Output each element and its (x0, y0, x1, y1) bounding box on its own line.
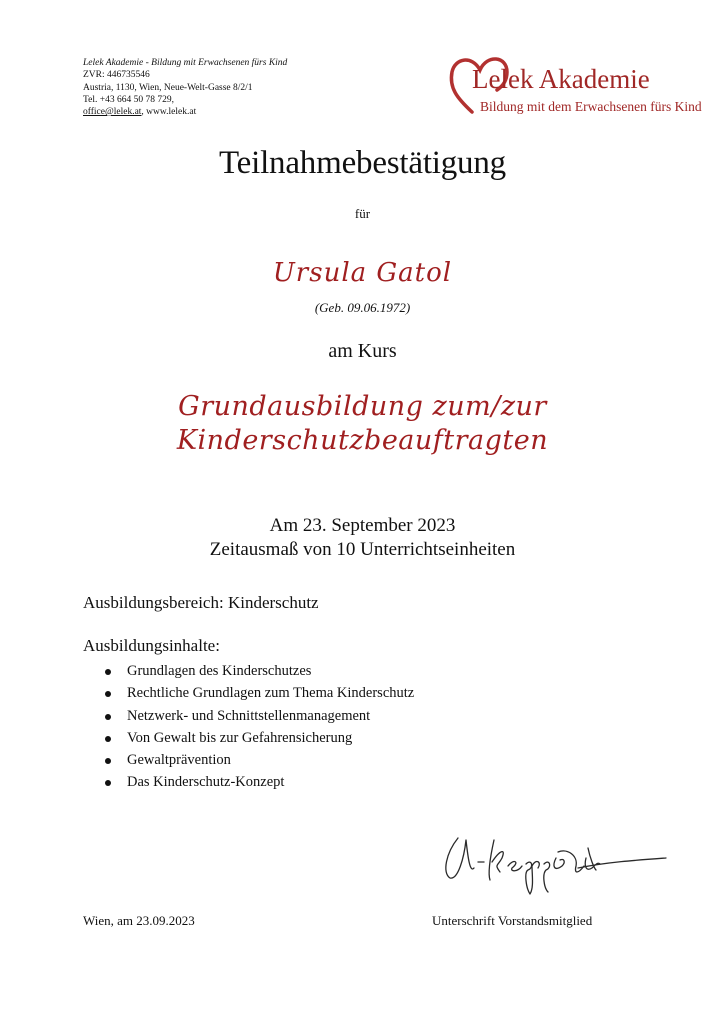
course-title (0, 390, 725, 458)
sender-organization: Lelek Akademie - Bildung mit Erwachsenen fürs Kind (83, 58, 288, 68)
training-contents-label: Ausbildungsinhalte: (83, 636, 220, 655)
list-item: Von Gewalt bis zur Gefahrensicherung (0, 727, 414, 749)
course-date: Am 23. September 2023 (269, 515, 456, 536)
course-title-line-1: Grundausbildung zum/zur (178, 391, 547, 422)
sender-address: Austria, 1130, Wien, Neue-Welt-Gasse 8/2/1 (83, 82, 253, 93)
sender-contact (83, 106, 287, 118)
birth-date: (Geb. 09.06.1972) (314, 300, 411, 315)
handwritten-signature (428, 818, 668, 903)
sender-address-block (83, 57, 287, 118)
certificate-title: Teilnahmebestätigung (219, 145, 506, 181)
sender-zvr: ZVR: 446735546 (83, 70, 150, 81)
course-date-block (0, 514, 725, 562)
for-label: für (354, 206, 371, 221)
sender-email-link[interactable]: office@lelek.at (83, 107, 142, 118)
list-item: Gewaltprävention (0, 749, 414, 771)
course-label: am Kurs (328, 340, 397, 362)
course-duration: Zeitausmaß von 10 Unterrichtseinheiten (209, 539, 516, 560)
place-and-date: Wien, am 23.09.2023 (83, 913, 195, 928)
course-title-line-2: Kinderschutzbeauftragten (176, 425, 549, 456)
list-item: Netzwerk- und Schnittstellenmanagement (0, 705, 414, 727)
training-area: Ausbildungsbereich: Kinderschutz (83, 593, 319, 612)
list-item: Rechtliche Grundlagen zum Thema Kinderschutz (0, 682, 414, 704)
sender-phone: Tel. +43 664 50 78 729, (83, 94, 174, 105)
lelek-logo (447, 50, 702, 120)
list-item: Das Kinderschutz-Konzept (0, 771, 414, 793)
logo-tagline: Bildung mit dem Erwachsenen fürs Kind (480, 99, 702, 114)
sender-website[interactable]: , www.lelek.at (141, 107, 197, 118)
signature-label: Unterschrift Vorstandsmitglied (432, 913, 593, 928)
logo-name: Lelek Akademie (472, 64, 650, 94)
training-contents-list (0, 660, 414, 794)
participant-name: Ursula Gatol (272, 258, 453, 288)
list-item: Grundlagen des Kinderschutzes (0, 660, 414, 682)
